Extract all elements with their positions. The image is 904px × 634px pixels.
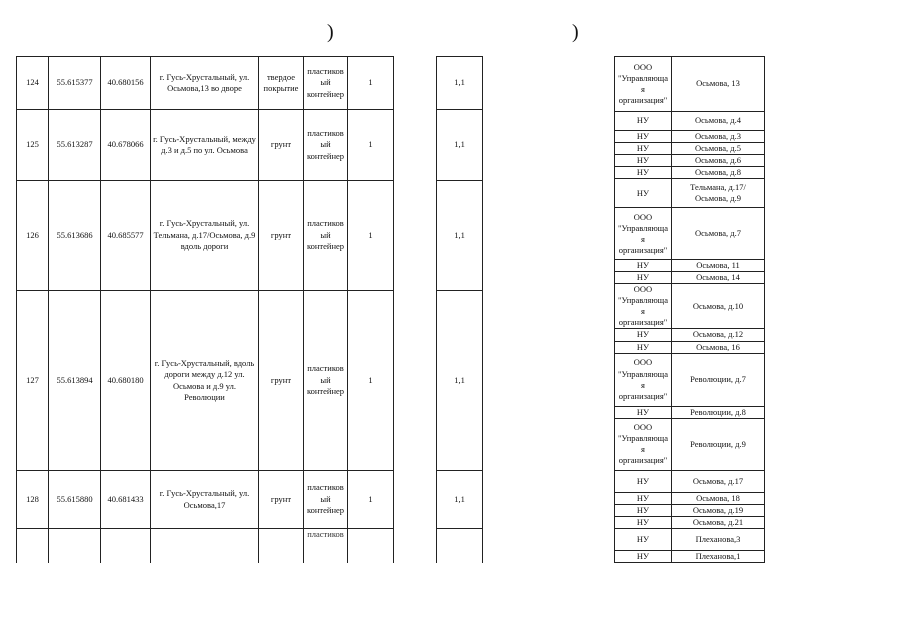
table-row — [615, 272, 765, 284]
address: г. Гусь-Хрустальный, между д.3 и д.5 по ул. Осьмова — [151, 110, 259, 181]
organization: ООО "Управляюща я организация" — [615, 208, 672, 260]
longitude: 40.681433 — [101, 471, 151, 529]
table-row — [615, 528, 765, 550]
latitude: 55.615377 — [49, 57, 101, 110]
table-row — [17, 471, 394, 529]
row-number: 128 — [17, 471, 49, 529]
building-address: Осьмова, д.8 — [672, 167, 765, 179]
building-address: Осьмова, 16 — [672, 341, 765, 353]
building-address: Революции, д.7 — [672, 353, 765, 406]
container-volume: 1,1 — [437, 471, 483, 529]
organization: НУ — [615, 155, 672, 167]
table-row — [17, 110, 394, 181]
building-address: Плеханова,3 — [672, 528, 765, 550]
table-row — [17, 291, 394, 471]
building-address: Осьмова, д.5 — [672, 143, 765, 155]
longitude: 40.680156 — [101, 57, 151, 110]
row-number: 125 — [17, 110, 49, 181]
table-row-partial — [17, 529, 394, 564]
organization: НУ — [615, 260, 672, 272]
table-row — [615, 57, 765, 112]
table-row — [615, 179, 765, 208]
table-row — [615, 329, 765, 341]
table-row — [615, 143, 765, 155]
container-count: 1 — [348, 291, 394, 471]
volume-table — [436, 56, 483, 563]
longitude: 40.685577 — [101, 181, 151, 291]
building-address: Осьмова, 14 — [672, 272, 765, 284]
container-count: 1 — [348, 181, 394, 291]
row-number: 124 — [17, 57, 49, 110]
table-row — [615, 112, 765, 131]
table-row — [615, 284, 765, 329]
organization: ООО "Управляюща я организация" — [615, 284, 672, 329]
container-type: пластиков ый контейнер — [304, 57, 348, 110]
owners-table — [614, 56, 765, 563]
organization: ООО "Управляюща я организация" — [615, 57, 672, 112]
building-address: Осьмова, 13 — [672, 57, 765, 112]
container-volume: 1,1 — [437, 57, 483, 110]
building-address: Осьмова, 18 — [672, 492, 765, 504]
surface: грунт — [259, 471, 304, 529]
building-address: Осьмова, д.12 — [672, 329, 765, 341]
latitude: 55.613287 — [49, 110, 101, 181]
surface: твердое покрытие — [259, 57, 304, 110]
building-address: Революции, д.9 — [672, 418, 765, 470]
building-address: Осьмова, д.17 — [672, 470, 765, 492]
table-row — [615, 341, 765, 353]
table-row — [615, 550, 765, 562]
organization: НУ — [615, 272, 672, 284]
organization: НУ — [615, 406, 672, 418]
organization: ООО "Управляюща я организация" — [615, 418, 672, 470]
surface: грунт — [259, 181, 304, 291]
container-volume: 1,1 — [437, 291, 483, 471]
building-address: Осьмова, 11 — [672, 260, 765, 272]
organization: НУ — [615, 112, 672, 131]
organization: НУ — [615, 550, 672, 562]
table-row — [615, 167, 765, 179]
table-row — [615, 353, 765, 406]
table-row — [615, 260, 765, 272]
table-row — [615, 470, 765, 492]
row-number: 127 — [17, 291, 49, 471]
latitude: 55.613894 — [49, 291, 101, 471]
building-address: Осьмова, д.3 — [672, 131, 765, 143]
address: г. Гусь-Хрустальный, ул. Тельмана, д.17/Осьмова, д.9 вдоль дороги — [151, 181, 259, 291]
table-row — [615, 131, 765, 143]
container-type: пластиков ый контейнер — [304, 471, 348, 529]
building-address: Плеханова,1 — [672, 550, 765, 562]
table-row — [615, 406, 765, 418]
organization: НУ — [615, 492, 672, 504]
organization: НУ — [615, 504, 672, 516]
organization: НУ — [615, 143, 672, 155]
container-count: 1 — [348, 57, 394, 110]
container-type: пластиков ый контейнер — [304, 291, 348, 471]
page-mark-left: ) — [327, 21, 334, 43]
building-address: Осьмова, д.4 — [672, 112, 765, 131]
container-count: 1 — [348, 471, 394, 529]
container-volume: 1,1 — [437, 181, 483, 291]
table-row — [615, 492, 765, 504]
building-address: Осьмова, д.19 — [672, 504, 765, 516]
table-row — [615, 418, 765, 470]
building-address: Осьмова, д.10 — [672, 284, 765, 329]
table-row — [17, 181, 394, 291]
organization: ООО "Управляюща я организация" — [615, 353, 672, 406]
organization: НУ — [615, 167, 672, 179]
container-type: пластиков ый контейнер — [304, 110, 348, 181]
building-address: Осьмова, д.21 — [672, 516, 765, 528]
organization: НУ — [615, 329, 672, 341]
container-type: пластиков ый контейнер — [304, 181, 348, 291]
organization: НУ — [615, 516, 672, 528]
surface: грунт — [259, 291, 304, 471]
organization: НУ — [615, 179, 672, 208]
organization: НУ — [615, 131, 672, 143]
longitude: 40.678066 — [101, 110, 151, 181]
organization: НУ — [615, 341, 672, 353]
row-number: 126 — [17, 181, 49, 291]
latitude: 55.615880 — [49, 471, 101, 529]
main-table — [16, 56, 394, 563]
container-type: пластиков — [307, 529, 344, 539]
address: г. Гусь-Хрустальный, ул. Осьмова,17 — [151, 471, 259, 529]
building-address: Тельмана, д.17/Осьмова, д.9 — [672, 179, 765, 208]
longitude: 40.680180 — [101, 291, 151, 471]
table-row — [615, 504, 765, 516]
address: г. Гусь-Хрустальный, вдоль дороги между д.12 ул. Осьмова и д.9 ул. Революции — [151, 291, 259, 471]
container-volume: 1,1 — [437, 110, 483, 181]
surface: грунт — [259, 110, 304, 181]
latitude: 55.613686 — [49, 181, 101, 291]
building-address: Осьмова, д.7 — [672, 208, 765, 260]
building-address: Осьмова, д.6 — [672, 155, 765, 167]
building-address: Революции, д.8 — [672, 406, 765, 418]
table-row — [615, 208, 765, 260]
organization: НУ — [615, 528, 672, 550]
organization: НУ — [615, 470, 672, 492]
address: г. Гусь-Хрустальный, ул. Осьмова,13 во дворе — [151, 57, 259, 110]
container-count: 1 — [348, 110, 394, 181]
page-mark-right: ) — [572, 21, 579, 43]
table-row — [17, 57, 394, 110]
table-row — [615, 516, 765, 528]
table-row — [615, 155, 765, 167]
